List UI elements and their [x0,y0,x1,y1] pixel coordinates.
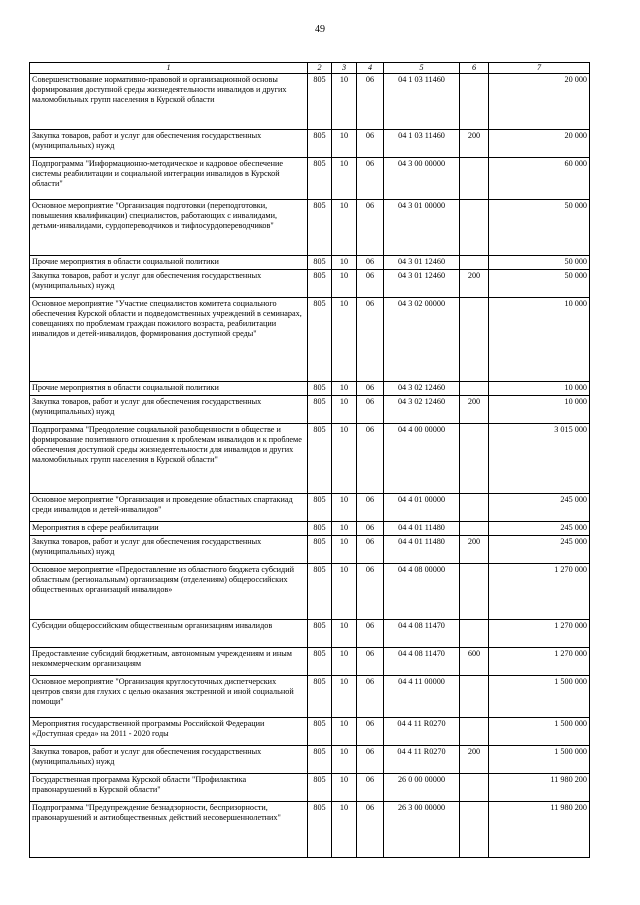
section-code-cell: 10 [332,74,357,130]
expense-type-cell: 200 [460,536,489,564]
subsection-code-cell: 06 [357,494,384,522]
ministry-code-cell: 805 [308,718,332,746]
item-name-cell: Закупка товаров, работ и услуг для обеспечения государственных (муниципальных) нужд [30,536,308,564]
amount-cell: 20 000 [489,130,590,158]
header-cell: 3 [332,63,357,74]
section-code-cell: 10 [332,676,357,718]
item-name-cell: Прочие мероприятия в области социальной политики [30,382,308,396]
amount-cell: 20 000 [489,74,590,130]
ministry-code-cell: 805 [308,774,332,802]
subsection-code-cell: 06 [357,298,384,382]
amount-cell: 1 270 000 [489,564,590,620]
target-article-cell: 04 1 03 11460 [384,130,460,158]
amount-cell: 1 270 000 [489,648,590,676]
expense-type-cell [460,494,489,522]
target-article-cell: 26 0 00 00000 [384,774,460,802]
section-code-cell: 10 [332,158,357,200]
amount-cell: 50 000 [489,270,590,298]
item-name-cell: Закупка товаров, работ и услуг для обеспечения государственных (муниципальных) нужд [30,130,308,158]
item-name-cell: Подпрограмма "Предупреждение безнадзорности, беспризорности, правонарушений и антиобщественных действий несовершеннолетних" [30,802,308,858]
target-article-cell: 04 3 01 12460 [384,270,460,298]
section-code-cell: 10 [332,256,357,270]
subsection-code-cell: 06 [357,424,384,494]
item-name-cell: Закупка товаров, работ и услуг для обеспечения государственных (муниципальных) нужд [30,746,308,774]
amount-cell: 1 270 000 [489,620,590,648]
ministry-code-cell: 805 [308,536,332,564]
section-code-cell: 10 [332,130,357,158]
table-row [30,746,590,774]
subsection-code-cell: 06 [357,774,384,802]
amount-cell: 50 000 [489,200,590,256]
amount-cell: 10 000 [489,298,590,382]
table-row [30,256,590,270]
table-row [30,494,590,522]
subsection-code-cell: 06 [357,522,384,536]
amount-cell: 3 015 000 [489,424,590,494]
ministry-code-cell: 805 [308,74,332,130]
ministry-code-cell: 805 [308,256,332,270]
ministry-code-cell: 805 [308,620,332,648]
target-article-cell: 04 4 01 11480 [384,536,460,564]
table-row [30,298,590,382]
ministry-code-cell: 805 [308,396,332,424]
target-article-cell: 04 3 01 12460 [384,256,460,270]
amount-cell: 10 000 [489,396,590,424]
target-article-cell: 04 4 08 00000 [384,564,460,620]
expense-type-cell: 200 [460,130,489,158]
table-row [30,802,590,858]
table-row [30,718,590,746]
expense-type-cell [460,718,489,746]
item-name-cell: Подпрограмма "Преодоление социальной разобщенности в обществе и формирование позитивного отношения к проблемам инвалидов и к проблеме обеспечения доступной среды жизнедеятельности для инвалидов и других маломобильных групп населения в Курской области" [30,424,308,494]
expense-type-cell [460,74,489,130]
target-article-cell: 04 4 00 00000 [384,424,460,494]
table-row [30,648,590,676]
table-row [30,158,590,200]
ministry-code-cell: 805 [308,424,332,494]
section-code-cell: 10 [332,620,357,648]
target-article-cell: 04 3 02 12460 [384,396,460,424]
table-row [30,676,590,718]
amount-cell: 50 000 [489,256,590,270]
target-article-cell: 04 3 00 00000 [384,158,460,200]
ministry-code-cell: 805 [308,158,332,200]
amount-cell: 11 980 200 [489,802,590,858]
subsection-code-cell: 06 [357,382,384,396]
item-name-cell: Совершенствование нормативно-правовой и организационной основы формирования доступной среды жизнедеятельности инвалидов и других маломобильных групп населения в Курской области [30,74,308,130]
target-article-cell: 04 3 02 12460 [384,382,460,396]
section-code-cell: 10 [332,494,357,522]
expense-type-cell [460,620,489,648]
section-code-cell: 10 [332,396,357,424]
header-cell: 1 [30,63,308,74]
target-article-cell: 04 4 08 11470 [384,620,460,648]
section-code-cell: 10 [332,424,357,494]
amount-cell: 245 000 [489,494,590,522]
table-row [30,774,590,802]
expense-type-cell [460,774,489,802]
amount-cell: 245 000 [489,522,590,536]
header-cell: 7 [489,63,590,74]
section-code-cell: 10 [332,200,357,256]
expense-type-cell [460,522,489,536]
item-name-cell: Предоставление субсидий бюджетным, автономным учреждениям и иным некоммерческим организациям [30,648,308,676]
item-name-cell: Субсидии общероссийским общественным организациям инвалидов [30,620,308,648]
item-name-cell: Прочие мероприятия в области социальной политики [30,256,308,270]
section-code-cell: 10 [332,536,357,564]
subsection-code-cell: 06 [357,648,384,676]
subsection-code-cell: 06 [357,718,384,746]
expense-type-cell: 200 [460,396,489,424]
item-name-cell: Основное мероприятие «Предоставление из областного бюджета субсидий областным (региональным) организациям (отделениям) общероссийских общественных организаций инвалидов» [30,564,308,620]
table-row [30,130,590,158]
expense-type-cell [460,298,489,382]
subsection-code-cell: 06 [357,620,384,648]
section-code-cell: 10 [332,774,357,802]
subsection-code-cell: 06 [357,746,384,774]
table-row [30,564,590,620]
subsection-code-cell: 06 [357,200,384,256]
subsection-code-cell: 06 [357,74,384,130]
section-code-cell: 10 [332,270,357,298]
ministry-code-cell: 805 [308,200,332,256]
amount-cell: 245 000 [489,536,590,564]
table-row [30,396,590,424]
ministry-code-cell: 805 [308,746,332,774]
header-cell: 5 [384,63,460,74]
table-row [30,536,590,564]
subsection-code-cell: 06 [357,270,384,298]
ministry-code-cell: 805 [308,522,332,536]
target-article-cell: 04 4 11 R0270 [384,746,460,774]
subsection-code-cell: 06 [357,536,384,564]
expense-type-cell [460,802,489,858]
table-row [30,270,590,298]
item-name-cell: Основное мероприятие "Участие специалистов комитета социального обеспечения Курской области и подведомственных учреждений в семинарах, совещаниях по проблемам граждан пожилого возраста, реабилитации инвалидов и детей-инвалидов, формирования доступной среды" [30,298,308,382]
subsection-code-cell: 06 [357,802,384,858]
target-article-cell: 04 3 01 00000 [384,200,460,256]
item-name-cell: Закупка товаров, работ и услуг для обеспечения государственных (муниципальных) нужд [30,396,308,424]
table-row [30,522,590,536]
amount-cell: 10 000 [489,382,590,396]
subsection-code-cell: 06 [357,676,384,718]
expense-type-cell: 200 [460,270,489,298]
target-article-cell: 04 4 01 00000 [384,494,460,522]
target-article-cell: 04 1 03 11460 [384,74,460,130]
amount-cell: 1 500 000 [489,718,590,746]
subsection-code-cell: 06 [357,158,384,200]
table-header-row [30,63,590,74]
section-code-cell: 10 [332,746,357,774]
item-name-cell: Государственная программа Курской области "Профилактика правонарушений в Курской области" [30,774,308,802]
section-code-cell: 10 [332,802,357,858]
ministry-code-cell: 805 [308,130,332,158]
amount-cell: 1 500 000 [489,746,590,774]
target-article-cell: 04 4 01 11480 [384,522,460,536]
table-row [30,74,590,130]
ministry-code-cell: 805 [308,802,332,858]
subsection-code-cell: 06 [357,396,384,424]
ministry-code-cell: 805 [308,676,332,718]
expense-type-cell [460,564,489,620]
budget-table [29,62,590,858]
amount-cell: 60 000 [489,158,590,200]
item-name-cell: Основное мероприятие "Организация и проведение областных спартакиад среди инвалидов и детей-инвалидов" [30,494,308,522]
expense-type-cell: 600 [460,648,489,676]
header-cell: 6 [460,63,489,74]
item-name-cell: Подпрограмма "Информационно-методическое и кадровое обеспечение системы реабилитации и социальной интеграции инвалидов в Курской области" [30,158,308,200]
target-article-cell: 04 3 02 00000 [384,298,460,382]
section-code-cell: 10 [332,718,357,746]
item-name-cell: Мероприятия государственной программы Российской Федерации «Доступная среда» на 2011 - 2020 годы [30,718,308,746]
page-number: 49 [315,24,325,35]
expense-type-cell [460,200,489,256]
expense-type-cell [460,158,489,200]
item-name-cell: Основное мероприятие "Организация подготовки (переподготовки, повышения квалификации) специалистов, работающих с инвалидами, детьми-инвалидами, сурдопереводчиков и тифлосурдопереводчиков" [30,200,308,256]
table-row [30,620,590,648]
expense-type-cell [460,256,489,270]
table-row [30,200,590,256]
expense-type-cell: 200 [460,746,489,774]
ministry-code-cell: 805 [308,648,332,676]
amount-cell: 11 980 200 [489,774,590,802]
target-article-cell: 26 3 00 00000 [384,802,460,858]
target-article-cell: 04 4 08 11470 [384,648,460,676]
item-name-cell: Основное мероприятие "Организация круглосуточных диспетчерских центров связи для глухих с целью оказания экстренной и иной социальной помощи" [30,676,308,718]
subsection-code-cell: 06 [357,564,384,620]
expense-type-cell [460,424,489,494]
subsection-code-cell: 06 [357,130,384,158]
ministry-code-cell: 805 [308,270,332,298]
item-name-cell: Закупка товаров, работ и услуг для обеспечения государственных (муниципальных) нужд [30,270,308,298]
expense-type-cell [460,676,489,718]
ministry-code-cell: 805 [308,564,332,620]
target-article-cell: 04 4 11 00000 [384,676,460,718]
header-cell: 2 [308,63,332,74]
ministry-code-cell: 805 [308,494,332,522]
amount-cell: 1 500 000 [489,676,590,718]
target-article-cell: 04 4 11 R0270 [384,718,460,746]
section-code-cell: 10 [332,648,357,676]
section-code-cell: 10 [332,522,357,536]
ministry-code-cell: 805 [308,298,332,382]
table-row [30,382,590,396]
section-code-cell: 10 [332,298,357,382]
table-row [30,424,590,494]
expense-type-cell [460,382,489,396]
subsection-code-cell: 06 [357,256,384,270]
item-name-cell: Мероприятия в сфере реабилитации [30,522,308,536]
header-cell: 4 [357,63,384,74]
section-code-cell: 10 [332,564,357,620]
ministry-code-cell: 805 [308,382,332,396]
section-code-cell: 10 [332,382,357,396]
